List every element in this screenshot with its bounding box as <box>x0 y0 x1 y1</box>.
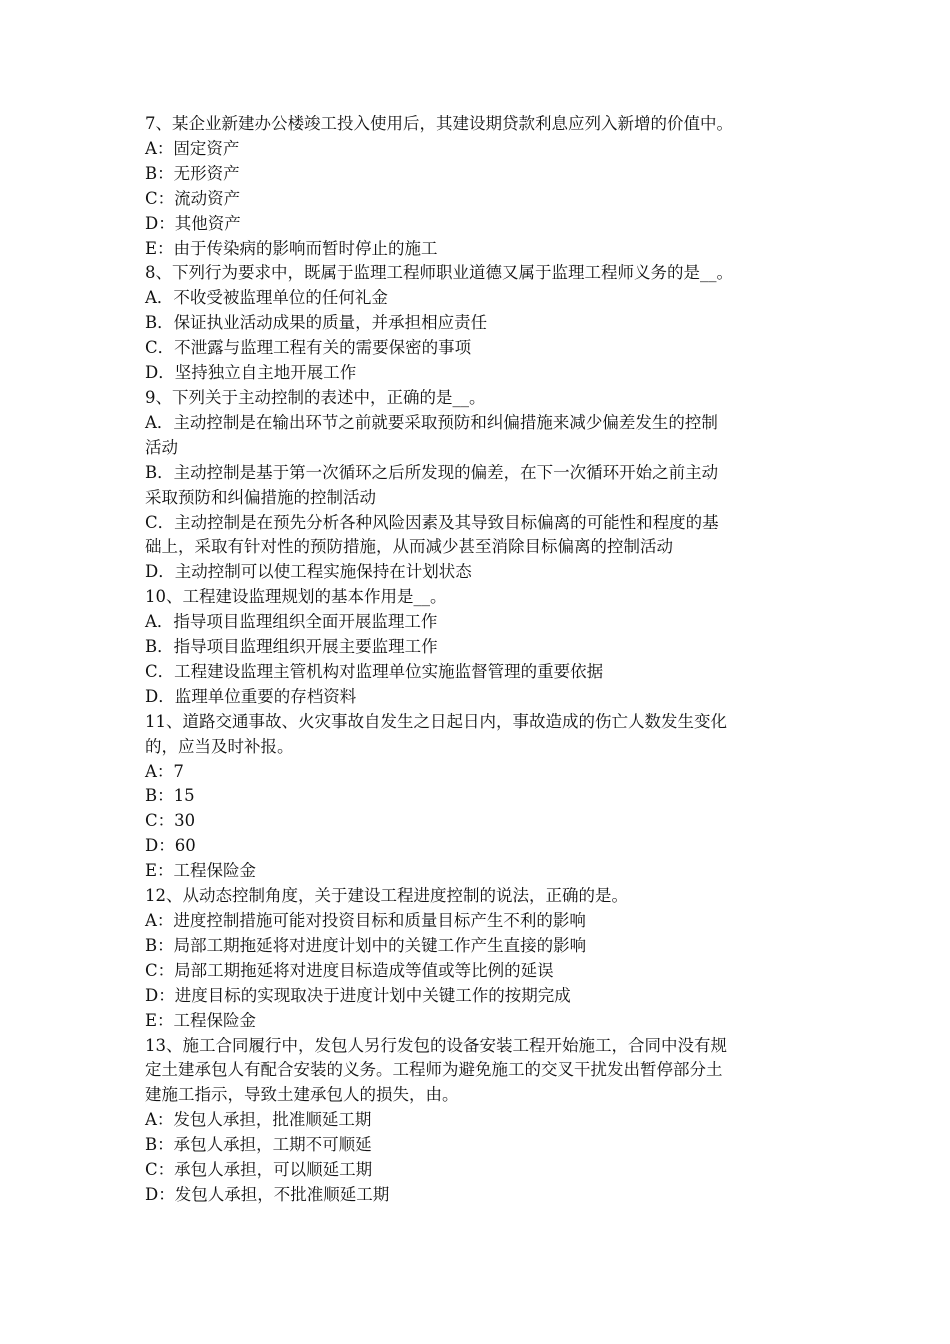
answer-option: D：60 <box>145 836 196 856</box>
question-text: 建施工指示，导致土建承包人的损失，由。 <box>145 1085 459 1105</box>
document-page <box>145 112 815 1208</box>
question-text: 8、下列行为要求中，既属于监理工程师职业道德又属于监理工程师义务的是__。 <box>145 263 733 283</box>
answer-option: A．主动控制是在输出环节之前就要采取预防和纠偏措施来减少偏差发生的控制 <box>145 412 718 432</box>
question-text: 13、施工合同履行中，发包人另行发包的设备安装工程开始施工，合同中没有规 <box>145 1035 727 1055</box>
question-text: 11、道路交通事故、火灾事故自发生之日起日内，事故造成的伤亡人数发生变化 <box>145 711 727 731</box>
answer-option: B：局部工期拖延将对进度计划中的关键工作产生直接的影响 <box>145 935 587 955</box>
answer-option: D：进度目标的实现取决于进度计划中关键工作的按期完成 <box>145 985 571 1005</box>
answer-option: C：流动资产 <box>145 188 241 208</box>
answer-option: E：工程保险金 <box>145 861 257 881</box>
answer-option: D：发包人承担，不批准顺延工期 <box>145 1184 390 1204</box>
answer-option: A：7 <box>145 761 184 781</box>
answer-option: B：15 <box>145 786 195 806</box>
answer-option: B．保证执业活动成果的质量，并承担相应责任 <box>145 313 488 333</box>
question-block <box>145 1034 815 1208</box>
answer-option: A：固定资产 <box>145 138 240 158</box>
answer-option: 采取预防和纠偏措施的控制活动 <box>145 487 376 507</box>
answer-option: A．指导项目监理组织全面开展监理工作 <box>145 612 438 632</box>
answer-option: 活动 <box>145 437 178 457</box>
question-list <box>145 112 815 1208</box>
question-text: 10、工程建设监理规划的基本作用是__。 <box>145 587 447 607</box>
question-text: 的，应当及时补报。 <box>145 736 294 756</box>
answer-option: B．主动控制是基于第一次循环之后所发现的偏差，在下一次循环开始之前主动 <box>145 462 719 482</box>
answer-option: D：其他资产 <box>145 213 241 233</box>
question-block <box>145 386 815 585</box>
question-block <box>145 585 815 710</box>
question-text: 12、从动态控制角度，关于建设工程进度控制的说法，正确的是。 <box>145 886 628 906</box>
question-block <box>145 710 815 884</box>
question-block <box>145 261 815 386</box>
answer-option: A．不收受被监理单位的任何礼金 <box>145 288 388 308</box>
answer-option: D．监理单位重要的存档资料 <box>145 686 357 706</box>
question-block <box>145 884 815 1033</box>
answer-option: 础上，采取有针对性的预防措施，从而减少甚至消除目标偏离的控制活动 <box>145 537 673 557</box>
question-block <box>145 112 815 261</box>
answer-option: C：30 <box>145 811 196 831</box>
answer-option: C．不泄露与监理工程有关的需要保密的事项 <box>145 338 472 358</box>
answer-option: A：发包人承担，批准顺延工期 <box>145 1110 372 1130</box>
answer-option: C．主动控制是在预先分析各种风险因素及其导致目标偏离的可能性和程度的基 <box>145 512 719 532</box>
answer-option: C：承包人承担，可以顺延工期 <box>145 1160 373 1180</box>
answer-option: C：局部工期拖延将对进度目标造成等值或等比例的延误 <box>145 960 554 980</box>
question-text: 9、下列关于主动控制的表述中，正确的是__。 <box>145 387 486 407</box>
answer-option: E：工程保险金 <box>145 1010 257 1030</box>
answer-option: A：进度控制措施可能对投资目标和质量目标产生不利的影响 <box>145 911 586 930</box>
answer-option: E：由于传染病的影响而暂时停止的施工 <box>145 238 438 258</box>
answer-option: D．主动控制可以使工程实施保持在计划状态 <box>145 562 472 582</box>
answer-option: D．坚持独立自主地开展工作 <box>145 363 357 383</box>
question-text: 7、某企业新建办公楼竣工投入使用后，其建设期贷款利息应列入新增的价值中。 <box>145 114 733 133</box>
answer-option: B：承包人承担，工期不可顺延 <box>145 1135 372 1155</box>
answer-option: B．指导项目监理组织开展主要监理工作 <box>145 637 438 657</box>
answer-option: B：无形资产 <box>145 163 240 183</box>
question-text: 定土建承包人有配合安装的义务。工程师为避免施工的交叉干扰发出暂停部分土 <box>145 1060 723 1080</box>
answer-option: C．工程建设监理主管机构对监理单位实施监督管理的重要依据 <box>145 661 604 681</box>
